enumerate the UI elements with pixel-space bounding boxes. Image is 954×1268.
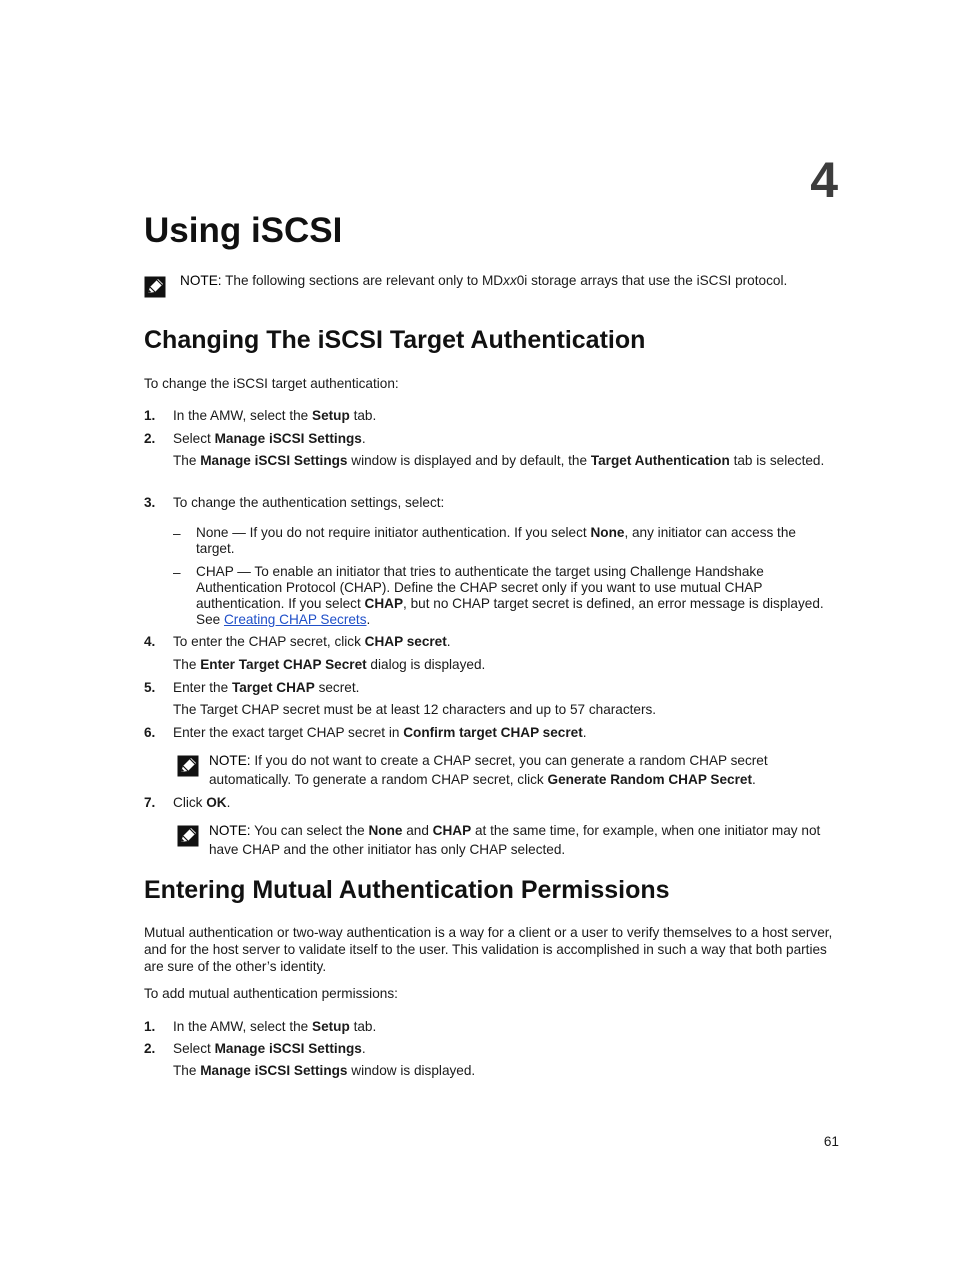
note-pencil-icon xyxy=(144,276,166,298)
step-number: 6. xyxy=(144,725,156,740)
step-number: 7. xyxy=(144,795,156,810)
note-pencil-icon xyxy=(177,825,199,847)
step-text: Enter the Target CHAP secret. xyxy=(173,680,360,695)
chapter-title: Using iSCSI xyxy=(144,211,343,250)
step7-note: NOTE: You can select the None and CHAP at the same time, for example, when one initiator may not have CHAP and the other initiator has only CHAP selected. xyxy=(209,823,821,857)
step-number: 2. xyxy=(144,431,156,446)
creating-chap-secrets-link[interactable]: Creating CHAP Secrets xyxy=(223,612,367,627)
step-number: 4. xyxy=(144,634,156,649)
step-number: 2. xyxy=(144,1041,156,1056)
section-heading-target-authentication: Changing The iSCSI Target Authentication xyxy=(144,326,646,354)
step-number: 5. xyxy=(144,680,156,695)
option-chap: CHAP — To enable an initiator that tries to authenticate the target using Challenge Handshake Authentication Protocol (CHAP). Define the CHAP secret only if you want to use mutual CHAP authentication. If you select CHAP, but no CHAP target secret is defined, an error message is displayed. See Creating CHAP Secrets. xyxy=(196,564,824,627)
step-text: Select Manage iSCSI Settings. xyxy=(173,431,366,446)
note-label: NOTE: xyxy=(209,753,251,768)
note-pencil-icon xyxy=(177,755,199,777)
step-text: To enter the CHAP secret, click CHAP secret. xyxy=(173,634,451,649)
step-text: Click OK. xyxy=(173,795,231,810)
step-result: The Manage iSCSI Settings window is displayed. xyxy=(173,1063,476,1078)
note-label: NOTE: xyxy=(209,823,251,838)
list-dash: – xyxy=(173,565,181,580)
step6-note: NOTE: If you do not want to create a CHAP secret, you can generate a random CHAP secret automatically. To generate a random CHAP secret, click Generate Random CHAP Secret. xyxy=(209,753,768,787)
chapter-number: 4 xyxy=(810,152,838,208)
step-text: Select Manage iSCSI Settings. xyxy=(173,1041,366,1056)
section2-paragraph: Mutual authentication or two-way authentication is a way for a client or a user to verify themselves to a host server, and for the host server to validate itself to the user. This validation is accomplished in such a way that both parties are sure of the other’s identity. xyxy=(144,925,833,974)
step-number: 1. xyxy=(144,408,156,423)
step-number: 1. xyxy=(144,1019,156,1034)
section-heading-mutual-authentication: Entering Mutual Authentication Permissions xyxy=(144,876,670,904)
step-text: Enter the exact target CHAP secret in Confirm target CHAP secret. xyxy=(173,725,587,740)
step-text: In the AMW, select the Setup tab. xyxy=(173,1019,377,1034)
option-none: None — If you do not require initiator authentication. If you select None, any initiator can access the target. xyxy=(196,525,796,556)
list-dash: – xyxy=(173,526,181,541)
step-result: The Manage iSCSI Settings window is displayed and by default, the Target Authentication tab is selected. xyxy=(173,453,825,468)
step-result: The Enter Target CHAP Secret dialog is displayed. xyxy=(173,657,486,672)
section1-intro: To change the iSCSI target authentication: xyxy=(144,376,399,391)
step-result: The Target CHAP secret must be at least 12 characters and up to 57 characters. xyxy=(173,702,657,717)
note-label: NOTE: xyxy=(180,273,222,288)
step-number: 3. xyxy=(144,495,156,510)
page-number: 61 xyxy=(823,1134,839,1149)
step-text: To change the authentication settings, select: xyxy=(173,495,445,510)
step-text: In the AMW, select the Setup tab. xyxy=(173,408,377,423)
intro-note: NOTE: The following sections are relevant only to MDxx0i storage arrays that use the iSCSI protocol. xyxy=(180,273,788,288)
section2-intro: To add mutual authentication permissions: xyxy=(144,986,398,1001)
